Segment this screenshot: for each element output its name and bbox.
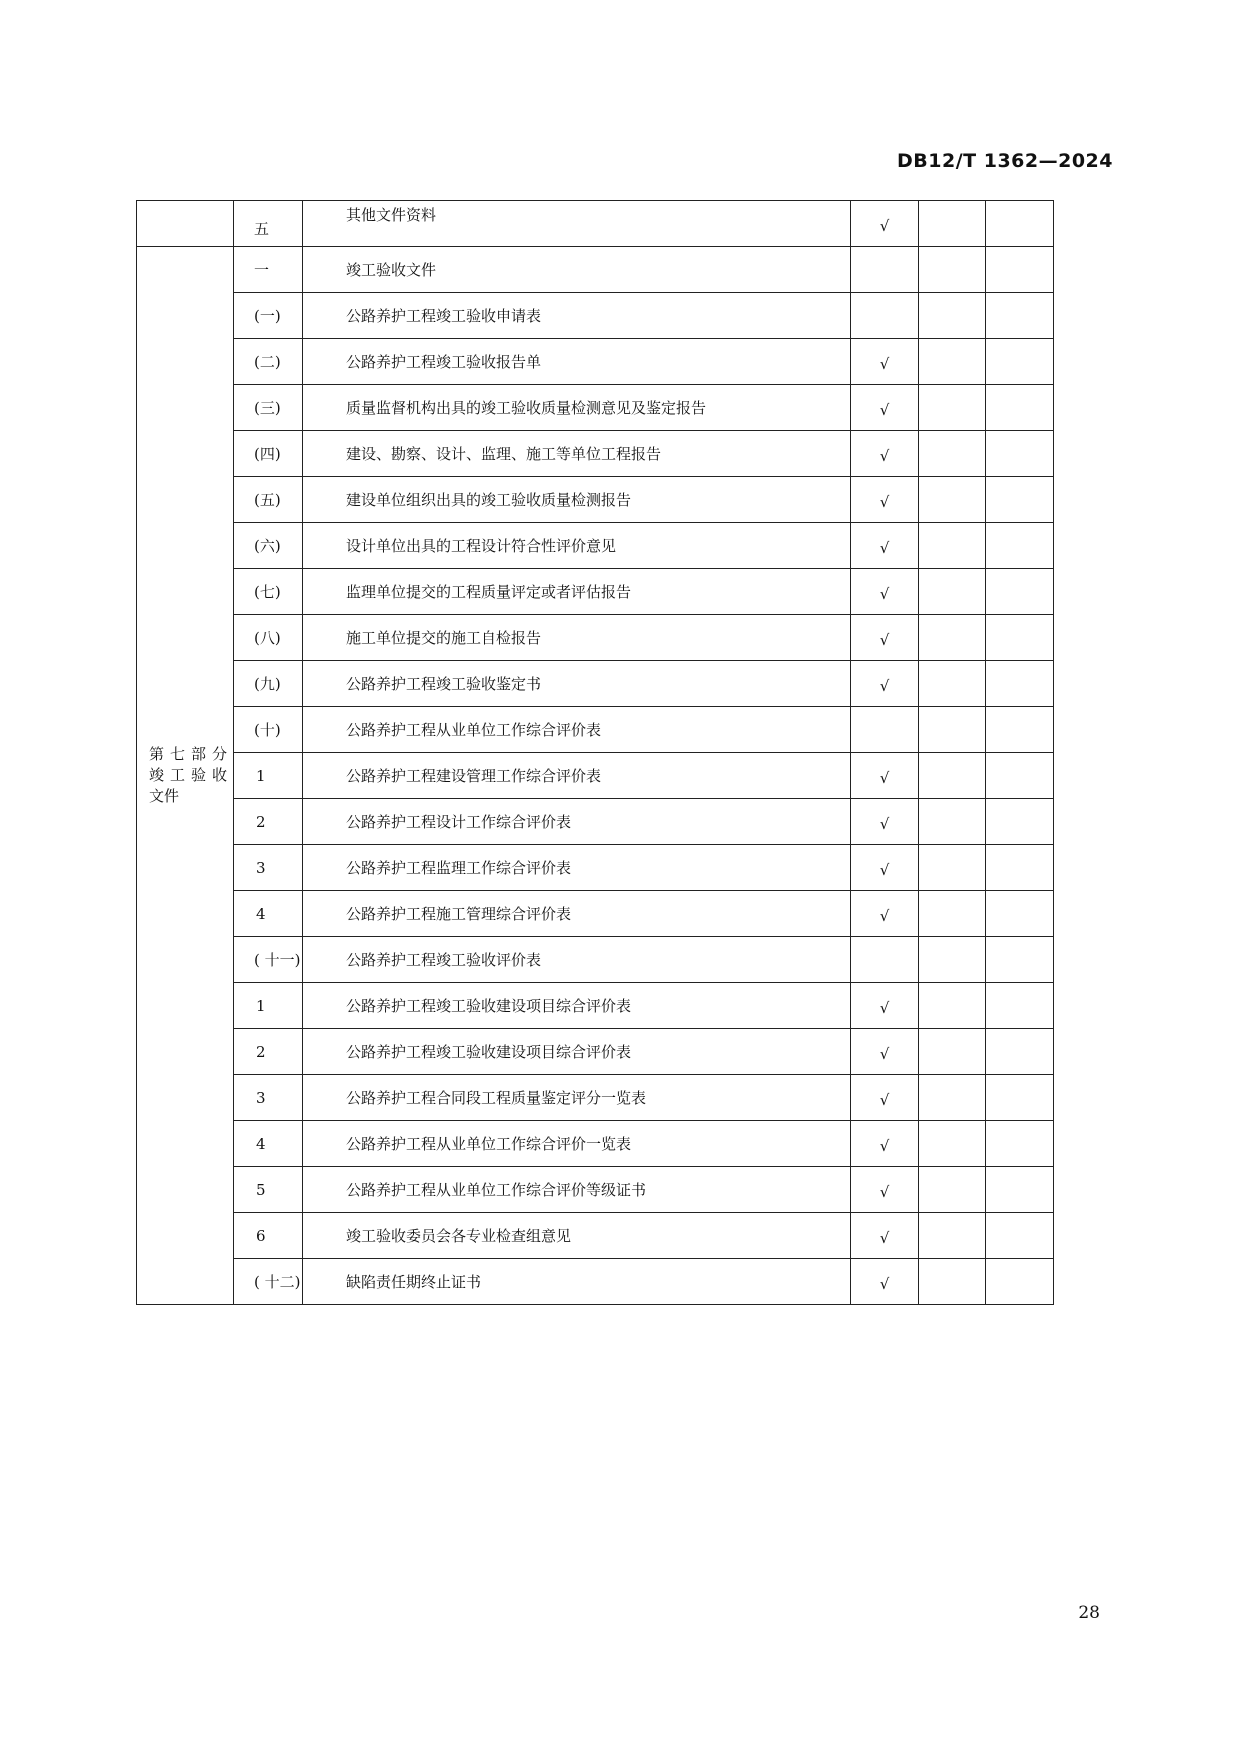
empty-cell: [919, 983, 986, 1029]
item-number: (十): [234, 707, 303, 753]
empty-cell: [986, 799, 1054, 845]
item-title: 质量监督机构出具的竣工验收质量检测意见及鉴定报告: [303, 385, 851, 431]
part-cell-empty: [137, 201, 234, 247]
page-number: 28: [1078, 1603, 1100, 1623]
table-row: [137, 1029, 1054, 1075]
item-number: 五: [234, 201, 303, 247]
check-mark: √: [851, 845, 919, 891]
document-code: DB12/T 1362—2024: [897, 150, 1113, 172]
part-label: [137, 247, 234, 1305]
item-title: 公路养护工程施工管理综合评价表: [303, 891, 851, 937]
item-number: (五): [234, 477, 303, 523]
check-mark: √: [851, 569, 919, 615]
table-row: [137, 707, 1054, 753]
table-row: [137, 1075, 1054, 1121]
empty-cell: [986, 983, 1054, 1029]
table-row: [137, 983, 1054, 1029]
check-mark: √: [851, 1029, 919, 1075]
table-row: [137, 201, 1054, 247]
empty-cell: [986, 1029, 1054, 1075]
check-mark: √: [851, 983, 919, 1029]
empty-cell: [986, 1213, 1054, 1259]
item-title: 公路养护工程从业单位工作综合评价表: [303, 707, 851, 753]
item-title: 公路养护工程竣工验收建设项目综合评价表: [303, 983, 851, 1029]
item-title: 公路养护工程建设管理工作综合评价表: [303, 753, 851, 799]
check-mark: √: [851, 1167, 919, 1213]
item-title: 公路养护工程竣工验收鉴定书: [303, 661, 851, 707]
empty-cell: [986, 385, 1054, 431]
empty-cell: [919, 201, 986, 247]
table-row: [137, 1259, 1054, 1305]
item-number: 6: [234, 1213, 303, 1259]
empty-cell: [986, 293, 1054, 339]
item-title: 建设、勘察、设计、监理、施工等单位工程报告: [303, 431, 851, 477]
item-title: 公路养护工程从业单位工作综合评价一览表: [303, 1121, 851, 1167]
item-number: (四): [234, 431, 303, 477]
empty-cell: [919, 339, 986, 385]
empty-cell: [919, 845, 986, 891]
empty-cell: [919, 1167, 986, 1213]
item-number: ( 十二): [234, 1259, 303, 1305]
table-row: [137, 339, 1054, 385]
item-number: 4: [234, 1121, 303, 1167]
empty-cell: [986, 1259, 1054, 1305]
empty-cell: [919, 385, 986, 431]
empty-cell: [986, 1075, 1054, 1121]
empty-cell: [986, 1167, 1054, 1213]
table-row: [137, 661, 1054, 707]
empty-cell: [986, 247, 1054, 293]
item-number: (三): [234, 385, 303, 431]
check-mark: √: [851, 753, 919, 799]
item-number: 5: [234, 1167, 303, 1213]
empty-cell: [986, 615, 1054, 661]
table-row: [137, 247, 1054, 293]
empty-cell: [986, 569, 1054, 615]
item-number: 一: [234, 247, 303, 293]
empty-cell: [986, 339, 1054, 385]
item-title: 建设单位组织出具的竣工验收质量检测报告: [303, 477, 851, 523]
item-title: 公路养护工程竣工验收评价表: [303, 937, 851, 983]
part-label-line: 文件: [149, 787, 180, 805]
empty-cell: [986, 891, 1054, 937]
item-number: 1: [234, 983, 303, 1029]
check-mark: √: [851, 477, 919, 523]
item-title: 施工单位提交的施工自检报告: [303, 615, 851, 661]
empty-cell: [986, 523, 1054, 569]
check-mark: √: [851, 1259, 919, 1305]
check-mark: [851, 937, 919, 983]
item-number: 3: [234, 1075, 303, 1121]
table-row: [137, 385, 1054, 431]
item-title: 监理单位提交的工程质量评定或者评估报告: [303, 569, 851, 615]
table-row: [137, 937, 1054, 983]
empty-cell: [986, 661, 1054, 707]
empty-cell: [919, 753, 986, 799]
table-row: [137, 293, 1054, 339]
empty-cell: [986, 937, 1054, 983]
item-title: 缺陷责任期终止证书: [303, 1259, 851, 1305]
item-number: (二): [234, 339, 303, 385]
empty-cell: [986, 753, 1054, 799]
item-title: 公路养护工程竣工验收报告单: [303, 339, 851, 385]
item-number: 1: [234, 753, 303, 799]
check-mark: √: [851, 615, 919, 661]
empty-cell: [919, 1075, 986, 1121]
item-number: ( 十一): [234, 937, 303, 983]
item-number: 4: [234, 891, 303, 937]
empty-cell: [919, 1029, 986, 1075]
check-mark: [851, 293, 919, 339]
empty-cell: [919, 431, 986, 477]
empty-cell: [986, 201, 1054, 247]
item-title: 竣工验收文件: [303, 247, 851, 293]
item-number: (七): [234, 569, 303, 615]
empty-cell: [919, 891, 986, 937]
empty-cell: [986, 1121, 1054, 1167]
check-mark: √: [851, 431, 919, 477]
check-mark: [851, 707, 919, 753]
check-mark: √: [851, 339, 919, 385]
item-number: (八): [234, 615, 303, 661]
empty-cell: [919, 799, 986, 845]
empty-cell: [919, 1121, 986, 1167]
check-mark: √: [851, 201, 919, 247]
item-number: 3: [234, 845, 303, 891]
table-row: [137, 1167, 1054, 1213]
empty-cell: [986, 477, 1054, 523]
table-row: [137, 799, 1054, 845]
empty-cell: [986, 431, 1054, 477]
check-mark: √: [851, 523, 919, 569]
table-row: [137, 569, 1054, 615]
empty-cell: [919, 477, 986, 523]
check-mark: [851, 247, 919, 293]
item-number: 2: [234, 1029, 303, 1075]
part-label-line: 第七部分: [149, 745, 234, 763]
empty-cell: [919, 661, 986, 707]
table-row: [137, 845, 1054, 891]
empty-cell: [919, 523, 986, 569]
empty-cell: [919, 615, 986, 661]
table-row: [137, 1121, 1054, 1167]
item-number: (六): [234, 523, 303, 569]
check-mark: √: [851, 1213, 919, 1259]
item-number: 2: [234, 799, 303, 845]
empty-cell: [986, 707, 1054, 753]
item-title: 公路养护工程合同段工程质量鉴定评分一览表: [303, 1075, 851, 1121]
empty-cell: [919, 569, 986, 615]
item-title: 其他文件资料: [303, 201, 851, 247]
item-title: 公路养护工程监理工作综合评价表: [303, 845, 851, 891]
check-mark: √: [851, 1075, 919, 1121]
item-title: 竣工验收委员会各专业检查组意见: [303, 1213, 851, 1259]
part-label-line: 竣工验收: [149, 766, 234, 784]
item-title: 公路养护工程竣工验收申请表: [303, 293, 851, 339]
empty-cell: [919, 707, 986, 753]
check-mark: √: [851, 661, 919, 707]
check-mark: √: [851, 1121, 919, 1167]
item-number: (九): [234, 661, 303, 707]
table-row: [137, 615, 1054, 661]
table-row: [137, 891, 1054, 937]
item-number: (一): [234, 293, 303, 339]
item-title: 公路养护工程从业单位工作综合评价等级证书: [303, 1167, 851, 1213]
empty-cell: [919, 1213, 986, 1259]
table-row: [137, 753, 1054, 799]
empty-cell: [919, 247, 986, 293]
item-title: 设计单位出具的工程设计符合性评价意见: [303, 523, 851, 569]
item-title: 公路养护工程竣工验收建设项目综合评价表: [303, 1029, 851, 1075]
item-title: 公路养护工程设计工作综合评价表: [303, 799, 851, 845]
check-mark: √: [851, 385, 919, 431]
empty-cell: [986, 845, 1054, 891]
empty-cell: [919, 293, 986, 339]
check-mark: √: [851, 799, 919, 845]
table-row: [137, 523, 1054, 569]
table-row: [137, 477, 1054, 523]
check-mark: √: [851, 891, 919, 937]
empty-cell: [919, 1259, 986, 1305]
completion-files-table: [136, 200, 1054, 1305]
table-row: [137, 1213, 1054, 1259]
empty-cell: [919, 937, 986, 983]
table-row: [137, 431, 1054, 477]
